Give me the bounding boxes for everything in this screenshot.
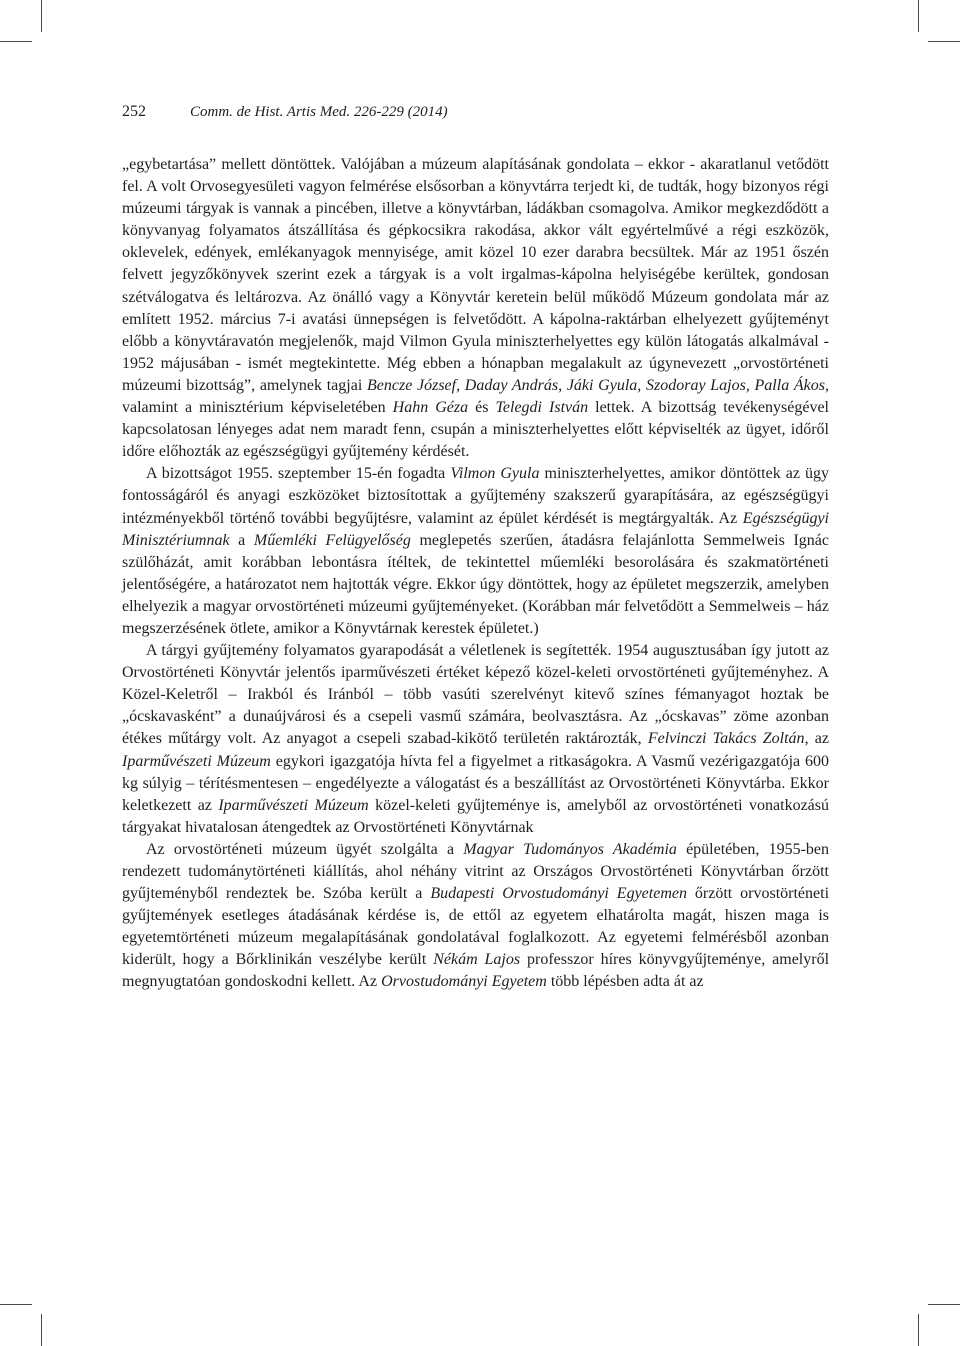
paragraph: [122, 463, 829, 640]
text-run: miniszterhelyettes, amikor döntöttek az ügy fontosságáról és anyagi eszközöket biztosítottak a gyűjtemény szakszerű gyarapítására, az egészségügyi intézményekből történő további begyűjtésre, valamint az épület kérdését is megtárgyalták. Az: [122, 465, 829, 527]
crop-mark-left-bottom: [0, 1304, 32, 1305]
page-header: [122, 101, 842, 125]
text-run: meglepetés szerűen, átadásra felajánlotta Semmelweis Ignác szülőházát, amit korábban lebontásra ítéltek, de tekintettel műemléki besorolására és szakmatörténeti jelentőségére, a határozatot nem hajtották végre. Ekkor úgy döntöttek, hogy az épületet megszerzik, amelyben elhelyezik a magyar orvostörténeti múzeumi gyűjteményeket. (Korábban már felvetődött a Semmelweis – ház megszerzésének ötlete, amikor a Könyvtárnak kerestek épületet.): [122, 531, 829, 637]
italic-run: Bencze József, Daday András, Jáki Gyula, Szodoray Lajos, Palla Ákos: [366, 376, 826, 394]
crop-mark-bottom-right: [918, 1314, 919, 1346]
italic-run: Orvostudományi Egyetem: [381, 973, 547, 991]
body-text: [122, 154, 829, 994]
paragraph: [122, 154, 829, 463]
crop-mark-top-left: [41, 0, 42, 32]
text-run: A bizottságot 1955. szeptember 15-én fogadta: [146, 465, 451, 483]
italic-run: Műemléki Felügyelőség: [253, 531, 411, 549]
italic-run: Iparművészeti Múzeum: [122, 752, 271, 770]
text-run: közel-keleti gyűjteménye is, amelyből az orvostörténeti vonatkozású tárgyakat hivatalosan átengedtek az Orvostörténeti Könyvtárnak: [122, 796, 830, 836]
text-run: és: [468, 399, 496, 417]
text-run: egykori igazgatója hívta fel a figyelmet a ritkaságokra. A Vasmű vezérigazgatója 600 kg súlyig – térítésmentesen – engedélyezte a válogatást és a beszállítást az Orvostörténeti Könyvtárba. Ekkor keletkezett az: [122, 752, 829, 814]
italic-run: Budapesti Orvostudományi Egyetemen: [430, 885, 687, 903]
crop-mark-right-top: [928, 41, 960, 42]
italic-run: Hahn Géza: [392, 399, 469, 417]
text-run: A tárgyi gyűjtemény folyamatos gyarapodását a véletlenek is segítették. 1954 augusztusában így jutott az Orvostörténeti Könyvtár jelentős iparművészeti értéket képező közel-keleti orvostörténeti gyűjteményhez. A Közel-Keletről – Irakból és Iránból – több vasúti szerelvényt kitevő színes fémanyagot hoztak be „ócskavasként” a dunaújvárosi és a csepeli vasmű számára, beolvasztásra. Az „ócskavas” zöme azonban étékes műtárgy volt. Az anyagot a csepeli szabad-kikötő területén raktározták,: [122, 642, 829, 748]
italic-run: Vilmon Gyula: [450, 465, 540, 483]
text-run: , az: [804, 730, 829, 748]
text-run: professzor híres könyvgyűjteménye, amelyről megnyugtatóan gondoskodni kellett. Az: [122, 951, 830, 991]
italic-run: Egészségügyi Minisztériumnak: [122, 509, 829, 549]
text-run: , valamint a minisztérium képviseletében: [122, 376, 830, 417]
paragraph: [122, 640, 829, 839]
paragraph: [122, 839, 829, 994]
running-head: Comm. de Hist. Artis Med. 226-229 (2014): [190, 104, 448, 120]
text-run: őrzött orvostörténeti gyűjtemények esetleges átadásának kérdése is, de ettől az egyetem elhatárolta magát, hiszen maga is egyetemtörténeti múzeum megalapításának gondolatával foglalkozott. Az egyetemi felmérésből azonban kiderült, hogy a Bőrklinikán veszélybe került: [122, 885, 830, 969]
italic-run: Nékám Lajos: [433, 951, 521, 969]
text-run: épületében, 1955-ben rendezett tudománytörténeti kiállítás, ahol néhány vitrint az Országos Orvostörténeti Könyvtárban őrzött gyűjteményből rendeztek be. Szóba került a: [122, 840, 829, 903]
italic-run: Felvinczi Takács Zoltán: [647, 730, 805, 748]
italic-run: Iparművészeti Múzeum: [218, 796, 369, 814]
text-run: a: [229, 531, 254, 549]
crop-mark-left-top: [0, 41, 32, 42]
italic-run: Magyar Tudományos Akadémia: [463, 840, 677, 858]
crop-mark-right-bottom: [928, 1304, 960, 1305]
crop-mark-top-right: [918, 0, 919, 32]
text-run: lettek. A bizottság tevékenységével kapcsolatosan lényeges adat nem maradt fenn, csupán a miniszterhelyettes előtt képviselték az ügyet, időről időre előhozták az egészségügyi gyűjtemény kérdését.: [122, 399, 829, 461]
text-run: több lépésben adta át az: [546, 973, 704, 991]
italic-run: Telegdi István: [495, 399, 589, 417]
page-number: 252: [122, 103, 146, 120]
crop-mark-bottom-left: [41, 1314, 42, 1346]
text-run: Az orvostörténeti múzeum ügyét szolgálta a: [146, 840, 464, 858]
text-run: „egybetartása” mellett döntöttek. Valójában a múzeum alapításának gondolata – ekkor - akaratlanul vetődött fel. A volt Orvosegyesületi vagyon felmérése elsősorban a könyvtárra terjedt ki, de tudták, hogy bizonyos régi múzeumi tárgyak is vannak a pincében, illetve a könyvtárban, ládákban csomagolva. Amikor megkezdődött a könyvanyag folyamatos átszállítása és gépkocsikra rakodása, akkor vált egyértelművé a régi eszközök, oklevelek, edények, emlékanyagok mennyisége, amit közel 10 ezer darabra becsültek. Már az 1951 őszén felvett jegyzőkönyvek szerint ezek a tárgyak is a volt irgalmas-kápolna helyiségébe kerültek, gondosan szétválogatva és leltározva. Az önálló vagy a Könyvtár keretein belül működő Múzeum gondolata már az említett 1952. március 7-i avatási ünnepségen is felvetődött. A kápolna-raktárban elhelyezett gyűjteményt előbb a könyvtáravatón megjelenők, majd Vilmon Gyula miniszterhelyettes egy külön látogatás alkalmával - 1952 májusában - ismét megtekintette. Még ebben a hónapban megalakult az úgynevezett „orvostörténeti múzeumi bizottság”, amelynek tagjai: [122, 156, 829, 394]
